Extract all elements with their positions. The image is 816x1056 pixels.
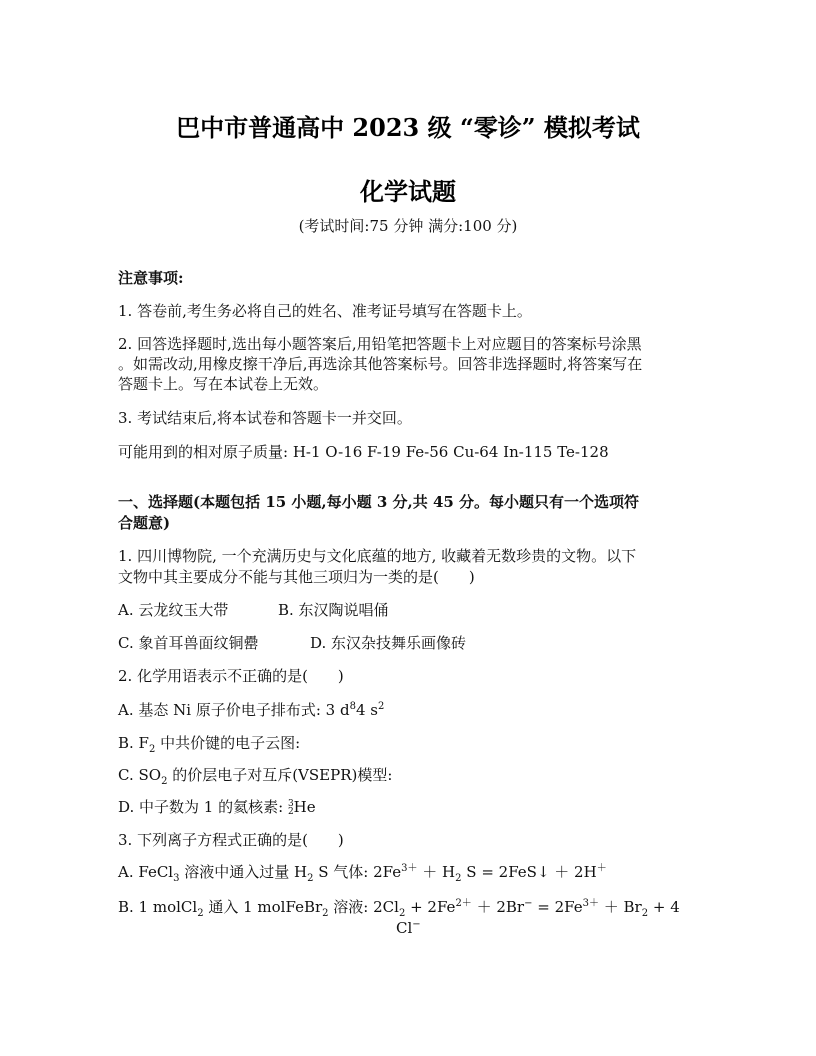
exam-info: (考试时间:75 分钟 满分:100 分) [298,217,518,235]
q1-option-c: C. 象首耳兽面纹铜罍 [118,634,259,652]
q3-option-b: B. 1 molCl$_2$ 通入 1 molFeBr$_2$ 溶液: $2Cl_2 + 2Fe^{2+} + 2Br^- = 2Fe^{3+} + Br_2 + 4$ [118,898,680,919]
note-item-2a: 2. 回答选择题时,选出每小题答案后,用铅笔把答题卡上对应题目的答案标号涂黑 [118,335,642,353]
q2-option-a: A. 基态 Ni 原子价电子排布式: 3 $d^84$ $s^2$ [118,701,385,719]
q1-stem-b: 文物中其主要成分不能与其他三项归为一类的是( ) [118,568,475,586]
exam-title: 巴中市普通高中 2023 级 “零诊” 模拟考试 [176,113,640,142]
q1-options-cd [118,633,698,653]
atomic-masses: 可能用到的相对原子质量: H-1 O-16 F-19 Fe-56 Cu-64 In-115 Te-128 [118,443,609,461]
q1-options-ab [118,600,698,620]
note-item-3: 3. 考试结束后,将本试卷和答题卡一并交回。 [118,409,412,427]
note-item-1: 1. 答卷前,考生务必将自己的姓名、准考证号填写在答题卡上。 [118,302,532,320]
q1-option-b: B. 东汉陶说唱俑 [278,601,389,619]
q1-option-d: D. 东汉杂技舞乐画像砖 [310,634,467,652]
notes-heading: 注意事项: [118,269,184,287]
section-heading-a: 一、选择题(本题包括 15 小题,每小题 3 分,共 45 分。每小题只有一个选项符 [118,493,640,511]
note-item-2b: 。如需改动,用橡皮擦干净后,再选涂其他答案标号。回答非选择题时,将答案写在 [118,355,643,373]
q1-option-a: A. 云龙纹玉大带 [118,601,229,619]
subject-title: 化学试题 [360,177,456,206]
q2-stem: 2. 化学用语表示不正确的是( ) [118,667,344,685]
q3-stem: 3. 下列离子方程式正确的是( ) [118,831,344,849]
note-item-2c: 答题卡上。写在本试卷上无效。 [118,375,329,393]
q2-option-c: C. $SO_2$ 的价层电子对互斥(VSEPR)模型: [118,766,393,787]
q3-option-a: A. FeCl$_3$ 溶液中通入过量 $H_2$ S 气体: $2Fe^{3+} + H_2$ S = 2FeS↓ ＋ 2H＋ [118,863,607,884]
q2-option-b: B. $F_2$ 中共价键的电子云图: [118,734,301,755]
q2-option-d: D. 中子数为 1 的氦核素: 3 2 He [118,798,316,817]
q1-stem-a: 1. 四川博物院, 一个充满历史与文化底蕴的地方, 收藏着无数珍贵的文物。以下 [118,547,637,565]
q3-option-b-cont: Cl− [396,919,421,937]
section-heading-b: 合题意) [118,514,171,532]
